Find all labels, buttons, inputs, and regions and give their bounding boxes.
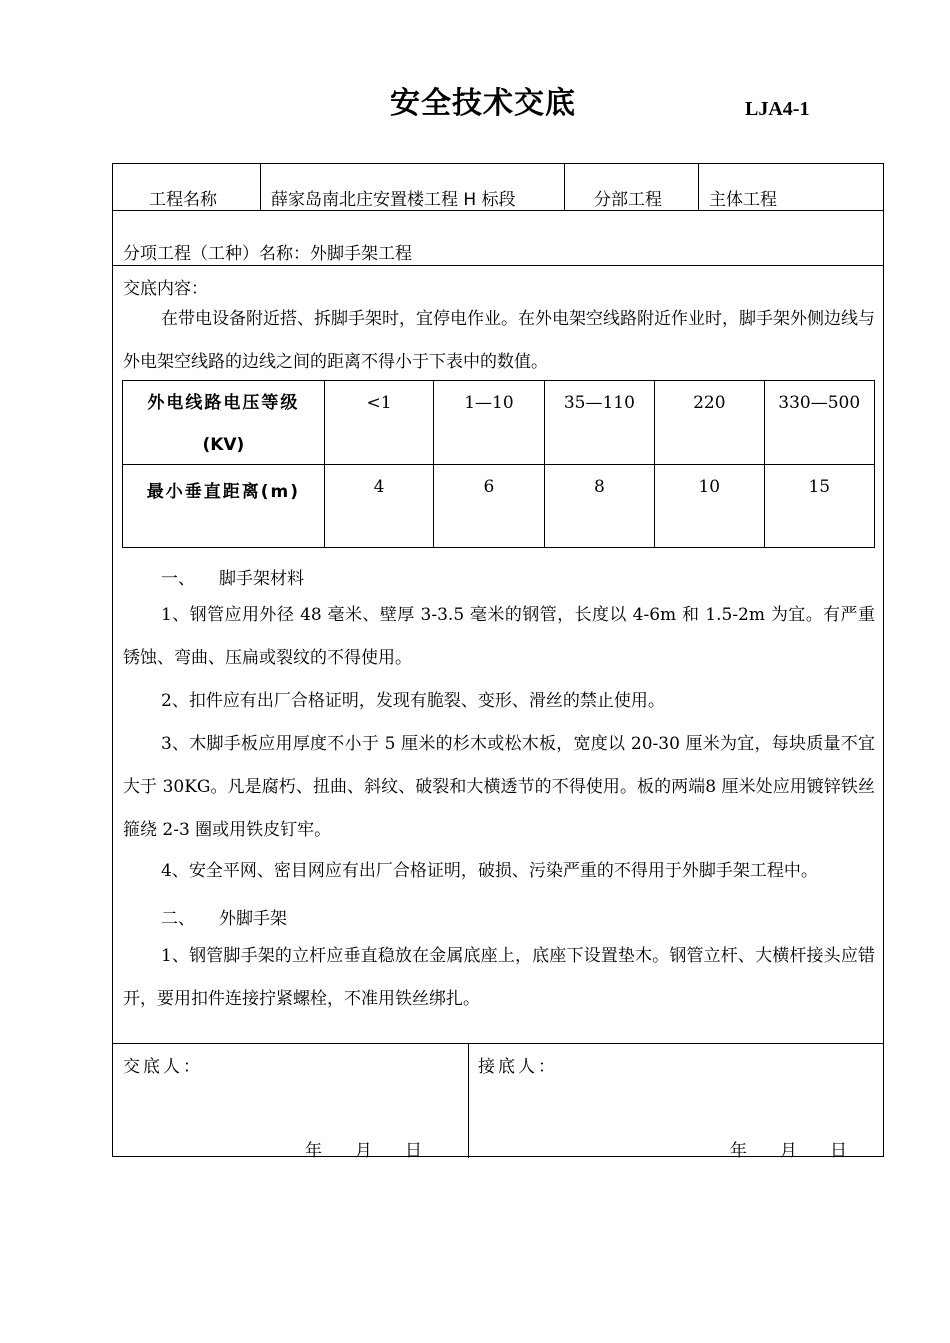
discloser-date-day: 日 (405, 1141, 422, 1161)
section1-title: 脚手架材料 (219, 569, 304, 589)
section1-item: 3、木脚手板应用厚度不小于 5 厘米的杉木或松木板，宽度以 20-30 厘米为宜，每块质量不宜大于 30KG。凡是腐朽、扭曲、斜纹、破裂和大横透节的不得使用。板的两端8 厘米处应用镀锌铁丝箍绕 2-3 圈或用铁皮钉牢。 (123, 734, 875, 840)
voltage-cell: 1—10 (434, 381, 544, 465)
voltage-header-cell (123, 381, 325, 465)
discloser-date-month: 月 (355, 1141, 372, 1161)
distance-cell: 10 (655, 465, 764, 548)
document-code: LJA4-1 (745, 98, 810, 120)
divider (260, 164, 261, 210)
divider (698, 164, 699, 210)
voltage-distance-table (122, 380, 875, 548)
project-name-value: 薛家岛南北庄安置楼工程 H 标段 (271, 190, 516, 210)
divider (113, 265, 883, 266)
divider (468, 1043, 469, 1158)
section1-item: 1、钢管应用外径 48 毫米、壁厚 3-3.5 毫米的钢管，长度以 4-6m 和 1.5-2m 为宜。有严重锈蚀、弯曲、压扁或裂纹的不得使用。 (123, 605, 875, 668)
distance-cell: 4 (324, 465, 433, 548)
divider (113, 1043, 883, 1044)
division-label: 分部工程 (594, 190, 662, 210)
subitem-name: 分项工程（工种）名称：外脚手架工程 (123, 244, 412, 264)
disclosure-form (112, 163, 884, 1161)
receiver-date-year: 年 (730, 1141, 747, 1161)
content-label: 交底内容： (123, 279, 208, 299)
section2-title: 外脚手架 (219, 909, 287, 929)
discloser-date-year: 年 (305, 1141, 322, 1161)
divider (113, 210, 883, 211)
receiver-date-month: 月 (780, 1141, 797, 1161)
distance-cell: 8 (544, 465, 654, 548)
receiver-date-day: 日 (830, 1141, 847, 1161)
table-row (123, 465, 875, 548)
divider (564, 164, 565, 210)
section2-item: 1、钢管脚手架的立杆应垂直稳放在金属底座上，底座下设置垫木。钢管立杆、大横杆接头应错开，要用扣件连接拧紧螺栓，不准用铁丝绑扎。 (123, 946, 875, 1009)
receiver-label: 接底人： (478, 1057, 558, 1077)
document-title: 安全技术交底 (390, 86, 576, 121)
section2-number: 二、 (161, 909, 195, 929)
project-name-label: 工程名称 (149, 190, 217, 210)
discloser-label: 交底人： (123, 1057, 203, 1077)
voltage-header-line1: 外电线路电压等级 (147, 393, 300, 413)
voltage-cell: 330—500 (764, 381, 874, 465)
distance-header-label: 最小垂直距离(m) (146, 482, 301, 502)
section1-item: 4、安全平网、密目网应有出厂合格证明，破损、污染严重的不得用于外脚手架工程中。 (161, 861, 818, 881)
distance-header-cell (123, 465, 325, 548)
section1-item: 2、扣件应有出厂合格证明，发现有脆裂、变形、滑丝的禁止使用。 (161, 691, 665, 711)
distance-cell: 15 (764, 465, 874, 548)
table-row (123, 381, 875, 465)
section1-number: 一、 (161, 569, 195, 589)
voltage-cell: <1 (324, 381, 433, 465)
voltage-cell: 220 (655, 381, 764, 465)
division-value: 主体工程 (709, 190, 777, 210)
intro-paragraph: 在带电设备附近搭、拆脚手架时，宜停电作业。在外电架空线路附近作业时，脚手架外侧边线与外电架空线路的边线之间的距离不得小于下表中的数值。 (123, 309, 875, 372)
distance-cell: 6 (434, 465, 544, 548)
section1-heading (161, 564, 304, 589)
voltage-header-line2: (KV) (202, 435, 245, 455)
section2-heading (161, 904, 287, 929)
voltage-cell: 35—110 (544, 381, 654, 465)
